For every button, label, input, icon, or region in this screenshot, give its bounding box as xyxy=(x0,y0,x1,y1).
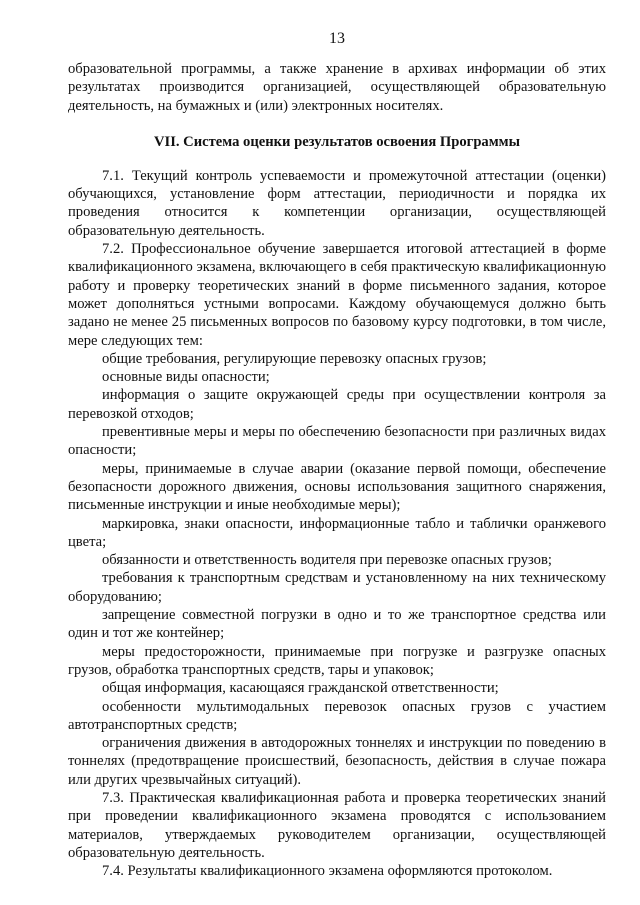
paragraph-7-2: 7.2. Профессиональное обучение завершается итоговой аттестацией в форме квалификационного экзамена, включающего в себя практическую квалификационную работу и проверку теоретических знаний в форме письменного задания, которое может дополняться устными вопросами. Каждому обучающемуся должно быть задано не менее 25 письменных вопросов по базовому курсу подготовки, в том числе, мере следующих тем: xyxy=(68,241,606,349)
topic-item: маркировка, знаки опасности, информационные табло и таблички оранжевого цвета; xyxy=(68,515,606,550)
paragraph-7-4: 7.4. Результаты квалификационного экзамена оформляются протоколом. xyxy=(102,863,553,880)
topic-item: особенности мультимодальных перевозок опасных грузов с участием автотранспортных средств; xyxy=(68,698,606,733)
topic-item: ограничения движения в автодорожных тоннелях и инструкции по поведению в тоннелях (предотвращение происшествий, безопасность, действия в случае пожара или других чрезвычайных ситуаций). xyxy=(68,735,606,788)
topic-item: запрещение совместной погрузки в одно и то же транспортное средства или один и тот же контейнер; xyxy=(68,607,606,642)
topic-item: требования к транспортным средствам и установленному на них техническому оборудованию; xyxy=(68,570,606,605)
section-heading: VII. Система оценки результатов освоения Программы xyxy=(153,133,521,150)
topic-item: превентивные меры и меры по обеспечению безопасности при различных видах опасности; xyxy=(68,424,606,459)
topic-item: основные виды опасности; xyxy=(102,369,270,386)
topic-item: меры, принимаемые в случае аварии (оказание первой помощи, обеспечение безопасности дорожного движения, основы использования защитного снаряжения, письменные инструкции и иные необходимые меры); xyxy=(68,460,606,514)
topic-item: общие требования, регулирующие перевозку опасных грузов; xyxy=(102,350,487,367)
topic-item: информация о защите окружающей среды при осуществлении контроля за перевозкой отходов; xyxy=(68,387,606,422)
page-number: 13 xyxy=(329,30,345,47)
topic-item: меры предосторожности, принимаемые при погрузке и разгрузке опасных грузов, обработка транспортных средств, тары и упаковок; xyxy=(68,643,606,678)
topic-item: обязанности и ответственность водителя при перевозке опасных грузов; xyxy=(102,552,552,569)
intro-paragraph: образовательной программы, а также хранение в архивах информации об этих результатах производится организацией, осуществляющей образовательную деятельность, на бумажных и (или) электронных носителях. xyxy=(68,61,606,114)
topic-item: общая информация, касающаяся гражданской ответственности; xyxy=(102,680,499,697)
paragraph-7-3: 7.3. Практическая квалификационная работа и проверка теоретических знаний при проведении квалификационного экзамена проводятся с использованием материалов, утверждаемых руководителем организации, осуществляющей образовательную деятельность. xyxy=(68,789,606,861)
paragraph-7-1: 7.1. Текущий контроль успеваемости и промежуточной аттестации (оценки) обучающихся, установление форм аттестации, периодичности и порядка их проведения относится к компетенции организации, осуществляющей образовательную деятельность. xyxy=(68,167,606,239)
